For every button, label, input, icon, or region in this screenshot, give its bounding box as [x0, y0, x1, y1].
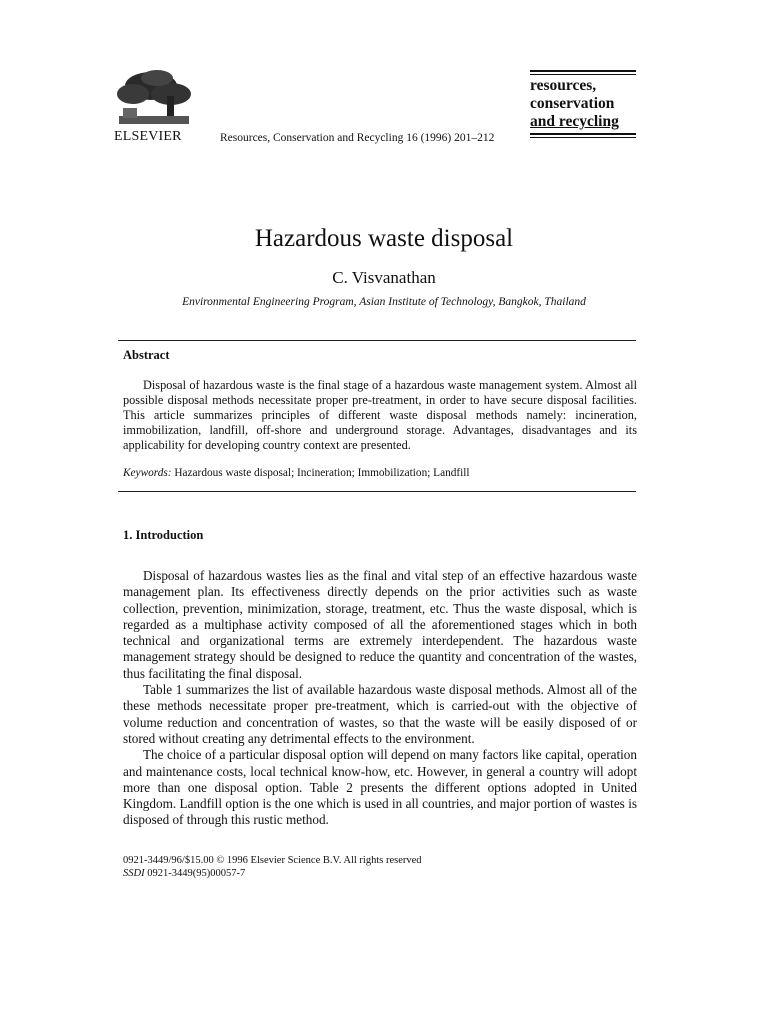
brand-rule-top-2: [530, 74, 636, 76]
journal-brand: [530, 70, 636, 140]
brand-rule-bottom-2: [530, 137, 636, 139]
abstract-heading: Abstract: [123, 348, 170, 362]
journal-citation: Resources, Conservation and Recycling 16 (1996) 201–212: [220, 132, 495, 144]
copyright-line: 0921-3449/96/$15.00 © 1996 Elsevier Science B.V. All rights reserved: [123, 855, 422, 866]
brand-rule-bottom: [530, 133, 636, 135]
abstract-paragraph: Disposal of hazardous waste is the final stage of a hazardous waste management system. Almost all possible disposal methods necessitate proper pre-treatment, in order to have secure disposal facilities. This article summarizes principles of different waste disposal methods namely: incineration, immobilization, landfill, off-shore and underground storage. Advantages, disadvantages and its applicability for developing country context are presented.: [123, 378, 637, 452]
keywords: [123, 467, 637, 479]
introduction-body: [123, 568, 637, 829]
keywords-label: Keywords:: [123, 467, 172, 479]
article-title: Hazardous waste disposal: [254, 225, 514, 252]
copyright-footer: [123, 854, 422, 880]
section-heading: 1. Introduction: [123, 528, 204, 542]
ssdi-label: SSDI: [123, 868, 145, 879]
ssdi-value: 0921-3449(95)00057-7: [147, 868, 246, 879]
author-affiliation: Environmental Engineering Program, Asian Institute of Technology, Bangkok, Thailand: [182, 296, 586, 308]
brand-line-1: resources,: [530, 77, 597, 94]
brand-line-3: and recycling: [530, 113, 619, 130]
intro-paragraph-2: Table 1 summarizes the list of available hazardous waste disposal methods. Almost all of the these methods necessitate proper pre-treatment, which is carried-out with the objective of volume reduction and concentration of wastes, so that the waste will be easily disposed of or stored without creating any detrimental effects to the environment.: [123, 682, 637, 746]
brand-line-2: conservation: [530, 95, 615, 112]
ssdi-line: [123, 867, 422, 880]
publisher-name: ELSEVIER: [114, 129, 182, 144]
abstract-body: [123, 378, 637, 453]
rule-below-keywords: [118, 491, 636, 492]
rule-above-abstract: [118, 340, 636, 341]
keywords-text: Hazardous waste disposal; Incineration; Immobilization; Landfill: [174, 467, 470, 479]
article-author: C. Visvanathan: [332, 268, 436, 287]
intro-paragraph-1: Disposal of hazardous wastes lies as the final and vital step of an effective hazardous waste management plan. Its effectiveness directly depends on the prior activities such as waste collection, prevention, minimization, storage, treatment, etc. Thus the waste disposal, which is regarded as a multiphase activity composed of all the aforementioned stages which in both technical and organizational terms are extremely interdependent. The hazardous waste management strategy should be designed to reduce the quantity and concentration of the wastes, thus facilitating the final disposal.: [123, 568, 637, 681]
intro-paragraph-3: The choice of a particular disposal option will depend on many factors like capital, operation and maintenance costs, local technical know-how, etc. However, in general a country will adopt more than one disposal option. Table 2 presents the different options adopted in United Kingdom. Landfill option is the one which is used in all countries, and major portion of wastes is disposed of through this rustic method.: [123, 747, 637, 828]
brand-rule-top: [530, 70, 636, 72]
